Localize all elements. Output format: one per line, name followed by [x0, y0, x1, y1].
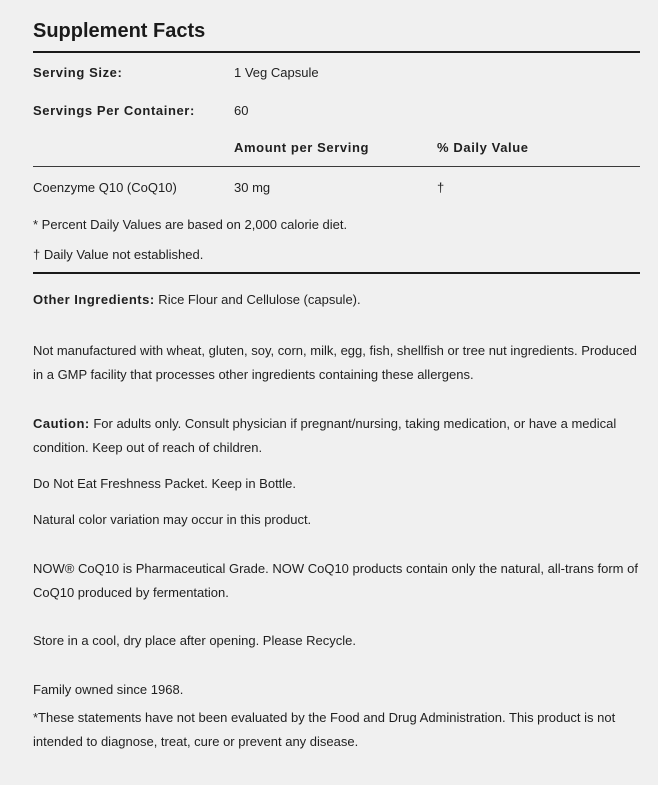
title-divider: [33, 51, 640, 53]
other-ingredients-text: Rice Flour and Cellulose (capsule).: [154, 292, 361, 307]
daily-value-header: % Daily Value: [437, 140, 529, 155]
servings-per-container-label: Servings Per Container:: [33, 103, 195, 118]
nutrient-daily-value: †: [437, 180, 445, 195]
caution-statement: [33, 412, 643, 460]
facts-bottom-divider: [33, 272, 640, 274]
table-row: [33, 180, 640, 195]
storage-statement: Store in a cool, dry place after opening. Please Recycle.: [33, 633, 357, 648]
serving-size-row: [33, 65, 640, 80]
caution-label: Caution:: [33, 416, 90, 431]
color-variation-statement: Natural color variation may occur in this product.: [33, 512, 312, 527]
header-divider: [33, 166, 640, 167]
serving-size-label: Serving Size:: [33, 65, 123, 80]
not-established-footnote: † Daily Value not established.: [33, 247, 204, 262]
other-ingredients: [33, 288, 643, 312]
nutrient-name: Coenzyme Q10 (CoQ10): [33, 180, 177, 195]
fda-disclaimer: *These statements have not been evaluated by the Food and Drug Administration. This product is not intended to diagnose, treat, cure or prevent any disease.: [33, 710, 616, 749]
servings-per-container-row: [33, 103, 640, 118]
serving-size-value: 1 Veg Capsule: [234, 65, 319, 80]
servings-per-container-value: 60: [234, 103, 249, 118]
amount-header: Amount per Serving: [234, 140, 370, 155]
freshness-statement: Do Not Eat Freshness Packet. Keep in Bottle.: [33, 476, 297, 491]
page-title: Supplement Facts: [33, 20, 206, 42]
percent-dv-footnote: * Percent Daily Values are based on 2,000 calorie diet.: [33, 217, 348, 232]
family-statement: Family owned since 1968.: [33, 682, 184, 697]
allergen-statement: Not manufactured with wheat, gluten, soy, corn, milk, egg, fish, shellfish or tree nut ingredients. Produced in a GMP facility that processes other ingredients containing these allergens.: [33, 343, 637, 382]
grade-statement: NOW® CoQ10 is Pharmaceutical Grade. NOW CoQ10 products contain only the natural, all-trans form of CoQ10 produced by fermentation.: [33, 561, 638, 600]
other-ingredients-label: Other Ingredients:: [33, 292, 155, 307]
caution-text: For adults only. Consult physician if pregnant/nursing, taking medication, or have a medical condition. Keep out of reach of children.: [33, 416, 617, 455]
nutrient-amount: 30 mg: [234, 180, 271, 195]
